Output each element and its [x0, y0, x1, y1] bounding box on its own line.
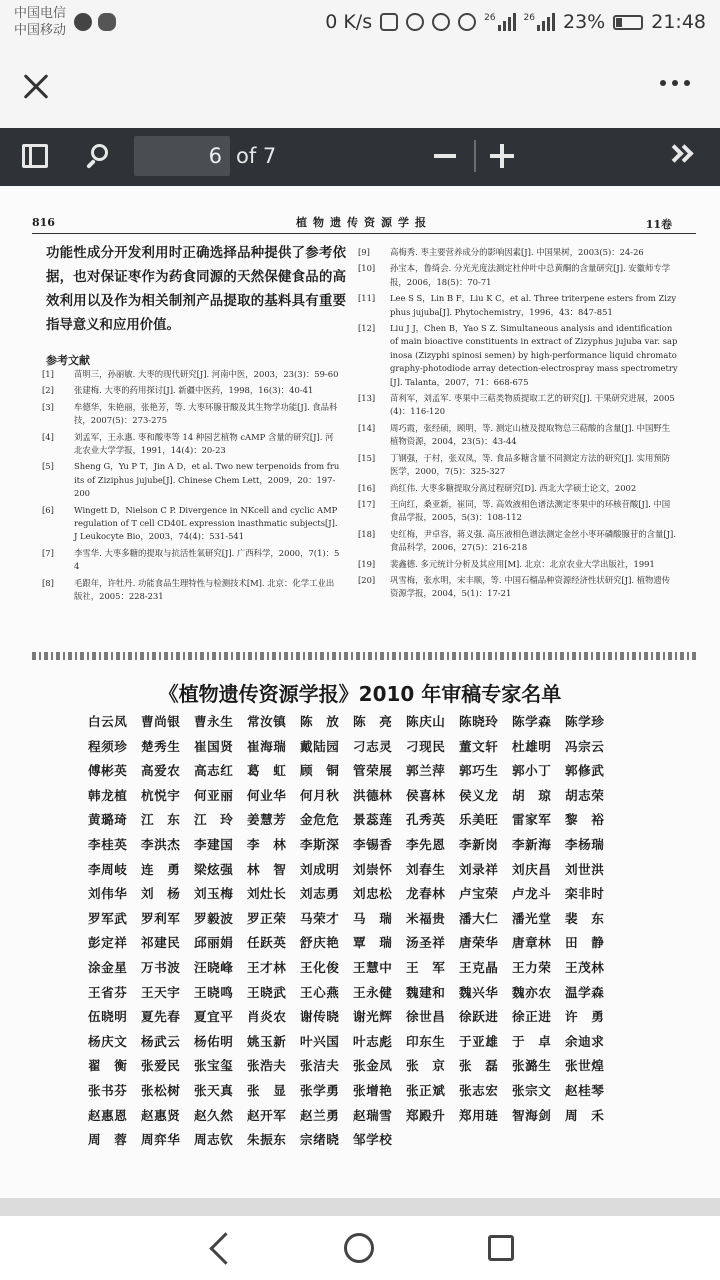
reviewer-name: 洪德林 — [353, 787, 393, 803]
reference-text: 裴鑫德. 多元统计分析及其应用[M]. 北京：北京农业大学出版社，1991 — [390, 558, 655, 569]
reviewer-name: 张洁夫 — [300, 1058, 340, 1074]
reviewer-name: 王才林 — [247, 959, 287, 975]
reviewer-names-grid — [88, 710, 618, 1153]
reviewer-name: 米福贵 — [406, 910, 446, 926]
reviewer-name: 张志宏 — [459, 1082, 499, 1098]
signal-1-icon — [484, 13, 515, 31]
reviewer-name: 于亚雄 — [459, 1033, 499, 1049]
reviewer-name: 李先恩 — [406, 836, 446, 852]
reviewer-name: 李洪杰 — [141, 836, 181, 852]
reviewer-name: 张学勇 — [300, 1082, 340, 1098]
reviewer-name: 侯义龙 — [459, 787, 499, 803]
reviewer-name: 罗正荣 — [247, 910, 287, 926]
pdf-page[interactable] — [0, 186, 720, 1198]
reviewer-name: 刘庆昌 — [512, 861, 552, 877]
reference-text: Lee S S，Lin B F，Liu K C，et al. Three triterpene esters from Zizyphus jujuba[J]. Phytochemistry，1996，43：847-851 — [390, 293, 677, 317]
reference-item — [356, 322, 678, 389]
reviewer-name: 黄璐琦 — [88, 812, 128, 828]
reviewer-name: 王慧中 — [353, 959, 393, 975]
reference-number: [17] — [358, 498, 376, 509]
reviewer-name: 马 瑞 — [353, 910, 393, 926]
reviewer-name: 李杨瑞 — [565, 836, 605, 852]
recent-apps-icon[interactable] — [488, 1235, 514, 1261]
reviewer-name: 张增艳 — [353, 1082, 393, 1098]
reviewer-name: 何业华 — [247, 787, 287, 803]
references-heading: 参考文献 — [46, 354, 90, 367]
reference-number: [16] — [358, 482, 376, 493]
reviewer-name: 陈庆山 — [406, 714, 446, 729]
reviewer-name: 葛 虹 — [247, 763, 287, 779]
reviewer-name: 张金凤 — [353, 1058, 393, 1074]
reviewer-name: 刘成明 — [300, 861, 340, 877]
page-total: of 7 — [236, 144, 277, 168]
reviewer-name: 赵桂琴 — [565, 1082, 605, 1098]
reviewer-name: 郭巧生 — [459, 763, 499, 779]
reviewer-name: 白云凤 — [88, 714, 128, 729]
running-header — [32, 212, 696, 234]
reviewer-name: 何亚丽 — [194, 787, 234, 803]
reference-item — [356, 482, 678, 495]
reviewer-name: 谢传晓 — [300, 1009, 340, 1025]
reviewer-name: 王 军 — [406, 959, 446, 975]
reviewer-name: 赵久然 — [194, 1107, 234, 1123]
home-icon[interactable] — [344, 1233, 374, 1263]
reference-item — [40, 368, 340, 381]
reviewer-name: 汤圣祥 — [406, 935, 446, 951]
reference-text: 毛跟年，许牡丹. 功能食品生理特性与检测技术[M]. 北京：化学工业出版社，2005：228-231 — [74, 577, 335, 602]
reference-number: [4] — [42, 431, 54, 442]
reference-text: 李雪华. 大枣多糖的提取与抗活性氧研究[J]. 广西科学，2000，7(1)：54 — [74, 547, 340, 572]
reviewer-name: 赵瑞雪 — [353, 1107, 393, 1123]
reference-text: Sheng G，Yu P T，Jin A D，et al. Two new terpenoids from fruits of Ziziphus jujube[J]. Chinese Chem Lett，2009，20：197-200 — [74, 461, 340, 499]
qq-icon — [74, 13, 92, 31]
reviewer-name: 李桂英 — [88, 836, 128, 852]
reviewer-name: 覃 瑞 — [353, 935, 393, 951]
reviewer-name: 张潞生 — [512, 1058, 552, 1074]
reference-text: 周巧霞，张经硕，顾明，等. 测定山楂及提取物总三萜酸的含量[J]. 中国野生植物资源，2004，23(5)：43-44 — [390, 422, 671, 447]
reference-number: [14] — [358, 422, 376, 433]
reference-item — [40, 577, 340, 604]
reviewer-list-title: 《植物遗传资源学报》2010 年审稿专家名单 — [158, 682, 562, 706]
reviewer-name: 周弈华 — [141, 1132, 181, 1148]
page-number: 816 — [32, 216, 55, 229]
reviewer-name: 张爱民 — [141, 1058, 181, 1074]
reference-text: Wingett D，Nielson C P. Divergence in NKcell and cyclic AMP regulation of T cell CD40L expression inasthmatic subjects[J]. J Leukocyte Bio，2003，74(4)：531-541 — [74, 504, 338, 542]
reviewer-name: 王化俊 — [300, 959, 340, 975]
reviewer-name: 杨庆文 — [88, 1033, 128, 1049]
reviewer-name: 郭小丁 — [512, 763, 552, 779]
reviewer-name: 邱丽娟 — [194, 935, 234, 951]
reviewer-name: 万书波 — [141, 959, 181, 975]
reviewer-name: 于 卓 — [512, 1033, 552, 1049]
reviewer-name: 顾 铜 — [300, 763, 340, 779]
wifi-icon — [458, 13, 476, 31]
reviewer-name: 王省芬 — [88, 984, 128, 1000]
reference-text: 史红梅，尹卓容，蒋义强. 高压液相色谱法测定金丝小枣环磷酸腺苷的含量[J]. 食品科学，2006，27(5)：216-218 — [390, 528, 676, 553]
reference-number: [13] — [358, 393, 376, 404]
reference-item — [40, 384, 340, 397]
reviewer-name: 夏宜平 — [194, 1009, 234, 1025]
reviewer-name: 彭定祥 — [88, 935, 128, 951]
reviewer-name: 叶兴国 — [300, 1033, 340, 1049]
reviewer-name: 许 勇 — [565, 1009, 605, 1025]
reviewer-name: 刘春生 — [406, 861, 446, 877]
reference-number: [15] — [358, 452, 376, 463]
reference-text: 牟德华，朱艳丽，张艳芳，等. 大枣环腺苷酸及其生物学功能[J]. 食品科技，2007(5)：273-275 — [74, 401, 338, 426]
reference-text: 张建梅. 大枣的药用探讨[J]. 新疆中医药，1998，16(3)：40-41 — [74, 385, 314, 396]
reviewer-name: 高志红 — [194, 763, 234, 779]
reviewer-name: 江 东 — [141, 812, 181, 828]
reviewer-name: 张 显 — [247, 1082, 287, 1098]
reviewer-name: 周 禾 — [565, 1107, 605, 1123]
reference-text: 巩雪梅，张水明，宋丰顺，等. 中国石榴品种资源经济性状研究[J]. 植物遗传资源学报，2004，5(1)：17-21 — [390, 574, 671, 599]
reviewer-name: 姚玉新 — [247, 1033, 287, 1049]
reviewer-name: 王永健 — [353, 984, 393, 1000]
reviewer-name: 赵惠恩 — [88, 1107, 128, 1123]
reference-number: [12] — [358, 323, 376, 334]
reviewer-name: 管荣展 — [353, 763, 393, 779]
carrier-1: 中国电信 — [14, 6, 67, 21]
reviewer-name: 陈学珍 — [565, 714, 605, 729]
reference-text: 苗明三，孙丽敏. 大枣的现代研究[J]. 河南中医，2003，23(3)：59-60 — [74, 369, 339, 379]
reviewer-name: 杜雄明 — [512, 738, 552, 754]
reviewer-name: 赵惠贤 — [141, 1107, 181, 1123]
reviewer-name: 宗绪晓 — [300, 1132, 340, 1148]
net-speed: 0 K/s — [325, 11, 373, 33]
battery-fill — [616, 18, 622, 27]
reviewer-name: 刘志勇 — [300, 886, 340, 902]
reference-item — [40, 460, 340, 500]
reviewer-name: 郭兰萍 — [406, 763, 446, 779]
reviewer-name: 涂金星 — [88, 959, 128, 975]
reviewer-name: 肖炎农 — [247, 1009, 287, 1025]
reviewer-name: 李锡香 — [353, 836, 393, 852]
sidebar-toggle-icon[interactable] — [22, 144, 48, 168]
reference-text: 王向红，桑亚新，崔同，等. 高效液相色谱法测定枣果中的环核苷酸[J]. 中国食品学报，2005，5(3)：108-112 — [390, 498, 671, 523]
reviewer-name: 卢龙斗 — [512, 886, 552, 902]
reviewer-name: 周 蓉 — [88, 1132, 128, 1148]
signal-2-icon — [524, 13, 555, 31]
reference-text: 高梅秀. 枣主要营养成分的影响因素[J]. 中国果树，2003(5)：24-26 — [390, 247, 644, 257]
reference-number: [1] — [42, 369, 54, 379]
reviewer-name: 金危危 — [300, 812, 340, 828]
reviewer-name: 郑用琏 — [459, 1107, 499, 1123]
eye-comfort-icon — [432, 13, 450, 31]
carrier-names — [14, 5, 66, 39]
reviewer-name: 任跃英 — [247, 935, 287, 951]
reference-item — [356, 498, 678, 525]
reviewer-name: 刁现民 — [406, 738, 446, 754]
reviewer-name: 戴陆园 — [300, 738, 340, 754]
reviewer-name: 温学森 — [565, 984, 605, 1000]
reviewer-name: 王心燕 — [300, 984, 340, 1000]
reviewer-name: 常汝镇 — [247, 714, 287, 729]
reviewer-name: 杨佑明 — [194, 1033, 234, 1049]
system-navigation-bar — [0, 1216, 720, 1280]
reviewer-name: 栾非时 — [565, 886, 605, 902]
journal-name: 植物遗传资源学报 — [296, 216, 432, 229]
reviewer-name: 刘 杨 — [141, 886, 181, 902]
reviewer-name: 罗利军 — [141, 910, 181, 926]
reviewer-name: 韩龙植 — [88, 787, 128, 803]
reference-number: [6] — [42, 504, 54, 515]
reviewer-name: 陈学森 — [512, 714, 552, 729]
reviewer-name: 姜慧芳 — [247, 812, 287, 828]
reviewer-name: 胡志荣 — [565, 787, 605, 803]
reviewer-name: 王克晶 — [459, 959, 499, 975]
reviewer-name: 祁建民 — [141, 935, 181, 951]
reviewer-name: 李新岗 — [459, 836, 499, 852]
page-number-input[interactable]: 6 — [134, 136, 230, 176]
reviewer-name: 罗毅波 — [194, 910, 234, 926]
reviewer-name: 唐荣华 — [459, 935, 499, 951]
battery-percent: 23% — [563, 11, 606, 33]
reviewer-name: 高爱农 — [141, 763, 181, 779]
back-icon[interactable] — [206, 1232, 238, 1264]
reviewer-name: 傅彬英 — [88, 763, 128, 779]
reference-number: [3] — [42, 401, 54, 412]
reference-item — [40, 401, 340, 428]
reviewer-name: 田 静 — [565, 935, 605, 951]
reference-item — [356, 558, 678, 571]
reviewer-name: 景蕊莲 — [353, 812, 393, 828]
volume-label: 11卷 — [645, 218, 672, 231]
reference-item — [40, 504, 340, 544]
reviewer-name: 曹尚银 — [141, 714, 181, 729]
reviewer-name: 郑殿升 — [406, 1107, 446, 1123]
reviewer-name: 夏先春 — [141, 1009, 181, 1025]
reviewer-name: 崔海瑞 — [247, 738, 287, 754]
reviewer-name: 乐美旺 — [459, 812, 499, 828]
reviewer-name: 张宝玺 — [194, 1058, 234, 1074]
reviewer-name: 潘大仁 — [459, 910, 499, 926]
reviewer-name: 刘录祥 — [459, 861, 499, 877]
reference-item — [40, 547, 340, 574]
reviewer-name: 张书芬 — [88, 1082, 128, 1098]
reference-number: [5] — [42, 461, 54, 472]
reference-number: [18] — [358, 528, 376, 539]
reviewer-name: 郭修武 — [565, 763, 605, 779]
reviewer-name: 陈 放 — [300, 714, 340, 729]
zoom-out-icon[interactable] — [434, 154, 456, 158]
reference-item — [356, 422, 678, 449]
reviewer-name: 王晓鸣 — [194, 984, 234, 1000]
reviewer-name: 邹学校 — [353, 1132, 393, 1148]
reviewer-name: 张天真 — [194, 1082, 234, 1098]
reviewer-name: 王天宇 — [141, 984, 181, 1000]
reviewer-name: 赵兰勇 — [300, 1107, 340, 1123]
reviewer-name: 陈 亮 — [353, 714, 393, 729]
reference-item — [356, 528, 678, 555]
reviewer-name: 赵开军 — [247, 1107, 287, 1123]
reviewer-name: 林 智 — [247, 861, 287, 877]
reference-number: [10] — [358, 263, 376, 274]
signal-2-label: 26 — [523, 13, 535, 23]
reviewer-name: 杭悦宇 — [141, 787, 181, 803]
reviewer-name: 余迪求 — [565, 1033, 605, 1049]
reviewer-name: 雷家军 — [512, 812, 552, 828]
reviewer-name: 周志钦 — [194, 1132, 234, 1148]
reference-item — [356, 262, 678, 289]
reviewer-name: 陈晓玲 — [459, 714, 499, 729]
reviewer-name: 杨武云 — [141, 1033, 181, 1049]
reference-item — [40, 431, 340, 458]
reference-text: 尚红伟. 大枣多糖提取分离过程研究[D]. 西北大学硕士论文，2002 — [390, 482, 637, 493]
intro-paragraph: 功能性成分开发利用时正确选择品种提供了参考依据，也对保证枣作为药食同源的天然保健食品的高效利用以及作为相关制剂产品提取的基料具有重要指导意义和应用价值。 — [46, 246, 346, 333]
reviewer-name: 翟 衡 — [88, 1058, 128, 1074]
status-bar — [0, 0, 720, 44]
reviewer-name: 舒庆艳 — [300, 935, 340, 951]
search-icon[interactable] — [84, 142, 114, 172]
reviewer-name: 王晓武 — [247, 984, 287, 1000]
reviewer-name: 张 京 — [406, 1058, 446, 1074]
reviewer-name: 江 玲 — [194, 812, 234, 828]
reviewer-name: 李建国 — [194, 836, 234, 852]
reviewer-name: 裴 东 — [565, 910, 605, 926]
reviewer-name: 崔国贤 — [194, 738, 234, 754]
reviewer-name: 李新海 — [512, 836, 552, 852]
reference-item — [356, 392, 678, 419]
reviewer-name: 卢宝荣 — [459, 886, 499, 902]
reviewer-name: 潘光堂 — [512, 910, 552, 926]
reviewer-name: 伍晓明 — [88, 1009, 128, 1025]
reviewer-name: 李周岐 — [88, 861, 128, 877]
reviewer-name: 王力荣 — [512, 959, 552, 975]
reference-number: [19] — [358, 558, 376, 569]
reference-number: [11] — [358, 293, 376, 304]
reference-number: [9] — [358, 247, 370, 257]
reviewer-name: 刘崇怀 — [353, 861, 393, 877]
reference-number: [20] — [358, 574, 376, 585]
reviewer-name: 张松树 — [141, 1082, 181, 1098]
reviewer-name: 王茂林 — [565, 959, 605, 975]
reviewer-name: 何月秋 — [300, 787, 340, 803]
reviewer-name: 汪晓峰 — [194, 959, 234, 975]
reviewer-name: 刘世洪 — [565, 861, 605, 877]
reviewer-name: 唐章林 — [512, 935, 552, 951]
reviewer-name: 连 勇 — [141, 861, 181, 877]
reviewer-name: 朱振东 — [247, 1132, 287, 1148]
reviewer-name: 曹永生 — [194, 714, 234, 729]
reviewer-name: 魏亦农 — [512, 984, 552, 1000]
reviewer-name: 刘灶长 — [247, 886, 287, 902]
reviewer-name: 董文轩 — [459, 738, 499, 754]
reviewer-name: 楚秀生 — [141, 738, 181, 754]
clock: 21:48 — [651, 11, 706, 33]
carrier-2: 中国移动 — [14, 23, 67, 38]
reference-item — [356, 452, 678, 479]
reference-text: 刘孟军，王永惠. 枣和酸枣等 14 种园艺植物 cAMP 含量的研究[J]. 河北农业大学学报，1991，14(4)：20-23 — [74, 431, 334, 456]
reviewer-name: 李 林 — [247, 836, 287, 852]
reviewer-name: 张宗文 — [512, 1082, 552, 1098]
reviewer-name: 冯宗云 — [565, 738, 605, 754]
reference-number: [8] — [42, 577, 54, 588]
reviewer-name: 罗军武 — [88, 910, 128, 926]
reviewer-name: 徐世昌 — [406, 1009, 446, 1025]
reference-text: 丁钢强，于村，张双凤，等. 食品多糖含量不同测定方法的研究[J]. 实用预防医学，2000，7(5)：325-327 — [390, 452, 671, 477]
reviewer-name: 胡 琼 — [512, 787, 552, 803]
reviewer-name: 程须珍 — [88, 738, 128, 754]
reviewer-name: 孔秀英 — [406, 812, 446, 828]
alarm-icon — [406, 13, 424, 31]
reference-text: 苗利军，刘孟军. 枣果中三萜类物质提取工艺的研究[J]. 干果研究进展，2005(4)：116-120 — [390, 393, 675, 417]
signal-1-label: 26 — [484, 13, 496, 23]
vibrate-icon — [380, 13, 398, 31]
reviewer-name: 刘玉梅 — [194, 886, 234, 902]
reviewer-name: 黎 裕 — [565, 812, 605, 828]
reviewer-name: 魏建和 — [406, 984, 446, 1000]
reviewer-name: 张世煌 — [565, 1058, 605, 1074]
reference-number: [2] — [42, 385, 54, 396]
battery-icon — [613, 15, 643, 30]
reviewer-name: 徐跃进 — [459, 1009, 499, 1025]
reviewer-name: 龙春林 — [406, 886, 446, 902]
reviewer-name: 谢光辉 — [353, 1009, 393, 1025]
app-header — [0, 44, 720, 128]
reference-text: Liu J J，Chen B，Yao S Z. Simultaneous analysis and identification of main bioactive constituents in extract of Zizyphus jujuba var. sapinosa (Zizyphi spinosi semen) by high-performance liquid chromatography-photodiode array detection-electrospray mass spectrometry[J]. Talanta，2007，71：668-675 — [390, 323, 678, 387]
close-icon[interactable] — [18, 68, 54, 104]
reviewer-name: 李斯深 — [300, 836, 340, 852]
reviewer-name: 张浩夫 — [247, 1058, 287, 1074]
reviewer-name: 智海剑 — [512, 1107, 552, 1123]
reviewer-name: 侯喜林 — [406, 787, 446, 803]
reviewer-name: 梁炫强 — [194, 861, 234, 877]
status-indicators — [325, 11, 706, 33]
reviewer-name: 张正斌 — [406, 1082, 446, 1098]
ornamental-divider — [32, 652, 696, 660]
wechat-icon — [98, 13, 116, 31]
references-left-column — [40, 368, 340, 607]
notification-icons — [74, 13, 116, 31]
toolbar-divider — [474, 140, 476, 172]
reviewer-name: 刘忠松 — [353, 886, 393, 902]
more-options-icon[interactable] — [660, 80, 690, 86]
reviewer-name: 叶志彪 — [353, 1033, 393, 1049]
zoom-in-icon[interactable] — [490, 144, 514, 168]
reviewer-name: 刁志灵 — [353, 738, 393, 754]
reviewer-name: 魏兴华 — [459, 984, 499, 1000]
reference-item — [356, 292, 678, 319]
references-right-column — [356, 246, 678, 604]
reference-item — [356, 246, 678, 259]
pdf-toolbar — [0, 128, 720, 186]
reference-text: 孙宝本，鲁绮会. 分光光度法测定杜仲叶中总黄酮的含量研究[J]. 安徽师专学报，2006，18(5)：70-71 — [390, 263, 671, 287]
reference-number: [7] — [42, 547, 54, 558]
reference-item — [356, 574, 678, 601]
reviewer-name: 张 磊 — [459, 1058, 499, 1074]
double-chevron-right-icon[interactable] — [666, 144, 696, 168]
reviewer-name: 印东生 — [406, 1033, 446, 1049]
reviewer-name: 刘伟华 — [88, 886, 128, 902]
reviewer-name: 马荣才 — [300, 910, 340, 926]
reviewer-name: 徐正进 — [512, 1009, 552, 1025]
